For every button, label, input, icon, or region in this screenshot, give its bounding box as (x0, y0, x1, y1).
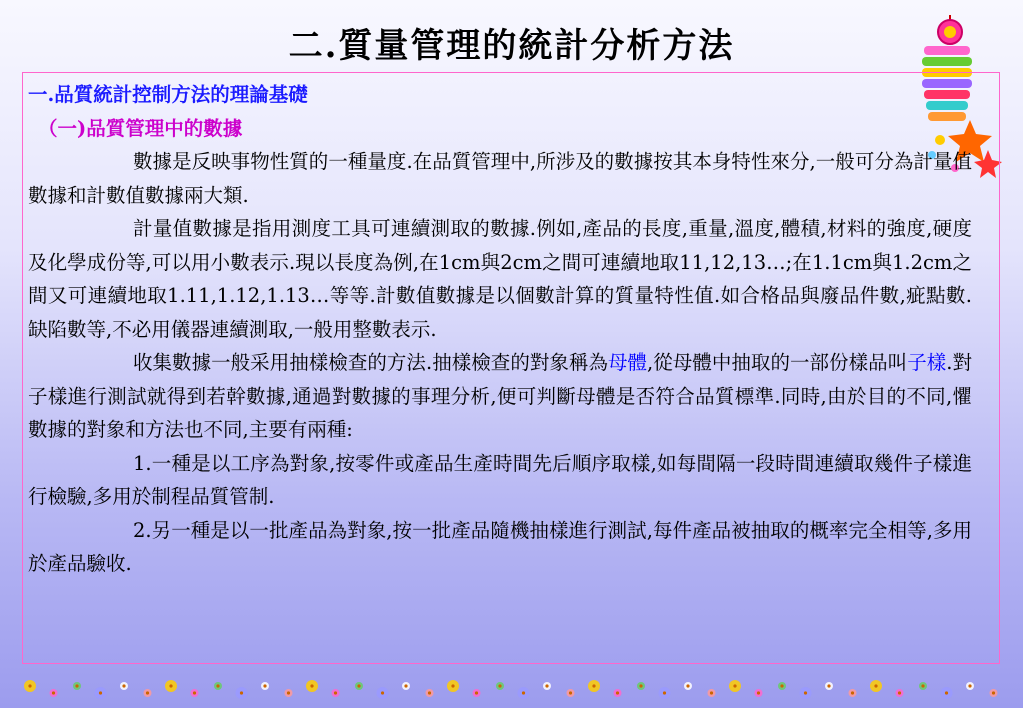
flower-border (20, 674, 1005, 704)
flower-center-icon (334, 691, 337, 694)
list-item-batch-sampling: 2.另一種是以一批產品為對象,按一批產品隨機抽樣進行測試,每件產品被抽取的概率完全相等,多用於產品驗收. (28, 518, 972, 575)
flower-center-icon (780, 684, 783, 687)
flower-center-icon (522, 691, 525, 694)
flower-center-icon (874, 684, 877, 687)
list-item-process-sampling: 1.一種是以工序為對象,按零件或產品生產時間先后順序取樣,如每間隔一段時間連續取幾件子樣進行檢驗,多用於制程品質管制. (28, 451, 972, 508)
flower-center-icon (52, 691, 55, 694)
flower-center-icon (827, 684, 830, 687)
flower-center-icon (757, 691, 760, 694)
flower-center-icon (146, 691, 149, 694)
flower-center-icon (357, 684, 360, 687)
flower-center-icon (404, 684, 407, 687)
flower-center-icon (475, 691, 478, 694)
flower-center-icon (686, 684, 689, 687)
flower-center-icon (663, 691, 666, 694)
flower-center-icon (804, 691, 807, 694)
flower-center-icon (545, 684, 548, 687)
flower-center-icon (428, 691, 431, 694)
paragraph-sampling-text-2: ,從母體中抽取的一部份樣品叫 (647, 351, 908, 374)
flower-center-icon (240, 691, 243, 694)
flower-center-icon (193, 691, 196, 694)
paragraph-sampling-text-1: 收集數據一般采用抽樣檢查的方法.抽樣檢查的對象稱為 (133, 351, 608, 374)
flower-center-icon (945, 691, 948, 694)
flower-center-icon (287, 691, 290, 694)
flower-center-icon (99, 691, 102, 694)
flower-center-icon (169, 684, 172, 687)
flower-center-icon (569, 691, 572, 694)
flower-center-icon (992, 691, 995, 694)
keyword-sample: 子樣 (907, 351, 947, 374)
flower-center-icon (639, 684, 642, 687)
flower-center-icon (310, 684, 313, 687)
flower-center-icon (122, 684, 125, 687)
flower-center-icon (851, 691, 854, 694)
flower-center-icon (921, 684, 924, 687)
content-text (28, 78, 972, 581)
flower-center-icon (733, 684, 736, 687)
paragraph-data-definition: 數據是反映事物性質的一種量度.在品質管理中,所涉及的數據按其本身特性來分,一般可分為計量值數據和計數值數據兩大類. (28, 150, 972, 207)
paragraph-measurement-data: 計量值數據是指用測度工具可連續測取的數據.例如,產品的長度,重量,溫度,體積,材料的強度,硬度及化學成份等,可以用小數表示.現以長度為例,在1cm與2cm之間可連續地取11,12,13…;在1.1cm與1.2cm之間又可連續地取1.11,1.12,1.13…等等.計數值數據是以個數計算的質量特性值.如合格品與廢品件數,疵點數.缺陷數等,不必用儀器連續測取,一般用整數表示. (28, 217, 972, 341)
flower-center-icon (216, 684, 219, 687)
flower-center-icon (498, 684, 501, 687)
paragraph-sampling-text-3: .對子樣進行測試就得到若幹數據,通過對數據的事理分析,便可判斷母體是否符合品質標準.同時,由於目的不同,懼數據的對象和方法也不同,主要有兩種: (28, 351, 972, 441)
flower-center-icon (263, 684, 266, 687)
flower-center-icon (381, 691, 384, 694)
keyword-population: 母體 (607, 351, 648, 374)
flower-center-icon (28, 684, 31, 687)
flower-center-icon (710, 691, 713, 694)
flower-center-icon (968, 684, 971, 687)
flower-center-icon (616, 691, 619, 694)
subsection-heading: （一)品質管理中的數據 (38, 116, 243, 140)
paragraph-sampling (28, 346, 972, 447)
section-heading: 一.品質統計控制方法的理論基礎 (28, 83, 308, 106)
slide-title: 二.質量管理的統計分析方法 (288, 26, 735, 66)
flower-center-icon (75, 684, 78, 687)
flower-center-icon (592, 684, 595, 687)
flower-center-icon (451, 684, 454, 687)
flower-center-icon (898, 691, 901, 694)
